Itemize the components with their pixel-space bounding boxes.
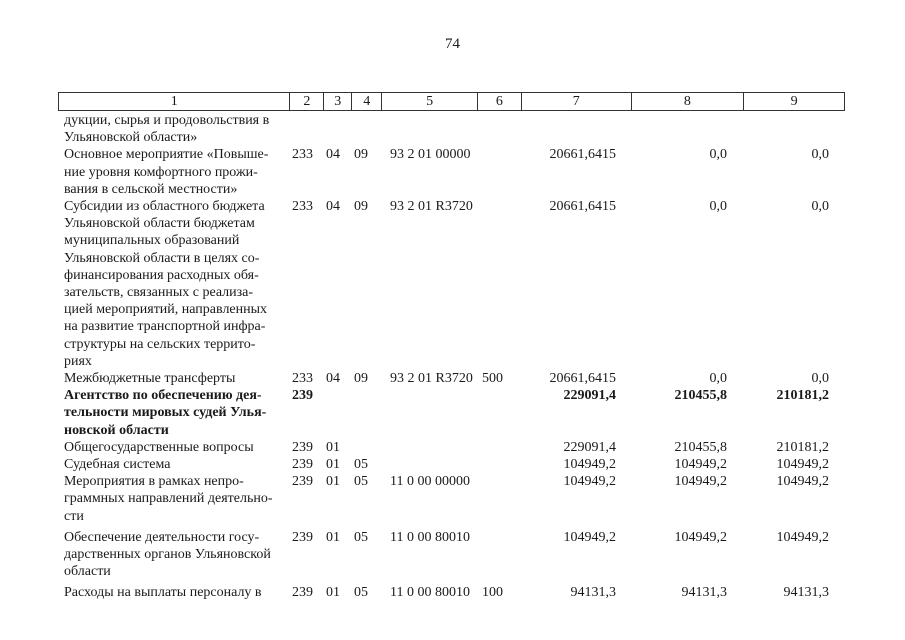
cell-c2: 233 <box>292 371 313 387</box>
cell-c6: 500 <box>482 371 503 387</box>
cell-c4: 05 <box>354 585 368 601</box>
description-line: дарственных органов Ульяновской <box>64 547 271 563</box>
description-line: структуры на сельских террито- <box>64 336 256 352</box>
description-line: финансирования расходных обя- <box>64 267 259 283</box>
description-line: области <box>64 564 111 580</box>
description-line: Основное мероприятие «Повыше- <box>64 147 269 163</box>
description-line: муниципальных образований <box>64 233 240 249</box>
cell-c3: 01 <box>326 529 340 545</box>
cell-c5: 93 2 01 R3720 <box>390 371 473 387</box>
header-cell-4: 4 <box>352 93 382 110</box>
cell-c7: 229091,4 <box>563 388 616 404</box>
row-description <box>58 456 290 473</box>
table-row <box>58 112 845 146</box>
cell-c7: 104949,2 <box>563 457 616 473</box>
cell-c5 <box>382 439 478 456</box>
row-description <box>58 146 290 198</box>
description-line: Межбюджетные трансферты <box>64 371 236 387</box>
cell-c9: 0,0 <box>811 371 829 387</box>
cell-c2: 233 <box>292 199 313 215</box>
cell-c4 <box>352 387 382 439</box>
cell-c2: 239 <box>292 474 313 490</box>
header-cell-1: 1 <box>59 93 290 110</box>
cell-c9: 94131,3 <box>783 585 829 601</box>
header-cell-5: 5 <box>382 93 478 110</box>
cell-c9: 104949,2 <box>776 474 829 490</box>
cell-c4: 09 <box>354 147 368 163</box>
cell-c5: 11 0 00 00000 <box>390 474 470 490</box>
table-row <box>58 456 845 473</box>
description-line: Ульяновской области бюджетам <box>64 216 255 232</box>
description-line: Судебная система <box>64 457 171 473</box>
description-line: вания в сельской местности» <box>64 181 238 197</box>
cell-c7 <box>522 112 632 146</box>
table-header <box>58 92 845 111</box>
table-row <box>58 439 845 456</box>
cell-c6 <box>478 529 522 581</box>
cell-c7: 229091,4 <box>563 439 616 455</box>
description-line: Агентство по обеспечению дея- <box>64 388 262 404</box>
cell-c8: 0,0 <box>709 199 727 215</box>
cell-c3: 04 <box>326 199 340 215</box>
table-body <box>58 112 845 602</box>
cell-c4 <box>352 439 382 456</box>
cell-c3: 01 <box>326 474 340 490</box>
cell-c7: 20661,6415 <box>549 147 616 163</box>
cell-c2: 239 <box>292 439 313 455</box>
cell-c4 <box>352 112 382 146</box>
description-line: Субсидии из областного бюджета <box>64 199 265 215</box>
row-description <box>58 112 290 146</box>
header-cell-8: 8 <box>632 93 745 110</box>
cell-c7: 104949,2 <box>563 529 616 545</box>
description-line: цией мероприятий, направленных <box>64 302 268 318</box>
cell-c6 <box>478 387 522 439</box>
cell-c7: 20661,6415 <box>549 371 616 387</box>
table-row <box>58 198 845 370</box>
cell-c8: 104949,2 <box>674 457 727 473</box>
cell-c9: 210181,2 <box>776 439 829 455</box>
page-number: 74 <box>445 36 460 52</box>
cell-c3 <box>324 112 352 146</box>
table-row <box>58 473 845 525</box>
cell-c8: 0,0 <box>709 371 727 387</box>
cell-c5: 93 2 01 00000 <box>390 147 471 163</box>
cell-c8 <box>632 112 745 146</box>
cell-c2: 239 <box>292 585 313 601</box>
cell-c5 <box>382 387 478 439</box>
description-line: риях <box>64 353 92 369</box>
cell-c9 <box>745 112 845 146</box>
description-line: тельности мировых судей Улья- <box>64 405 267 421</box>
cell-c5: 11 0 00 80010 <box>390 529 470 545</box>
row-description <box>58 370 290 387</box>
header-cell-7: 7 <box>522 93 632 110</box>
cell-c6 <box>478 439 522 456</box>
row-description <box>58 529 290 581</box>
cell-c8: 104949,2 <box>674 474 727 490</box>
cell-c6: 100 <box>482 585 503 601</box>
cell-c3: 01 <box>326 439 340 455</box>
cell-c4: 05 <box>354 474 368 490</box>
table-row <box>58 584 845 601</box>
description-line: сти <box>64 508 84 524</box>
cell-c8: 104949,2 <box>674 529 727 545</box>
cell-c8: 210455,8 <box>674 439 727 455</box>
cell-c6 <box>478 473 522 525</box>
description-line: Мероприятия в рамках непро- <box>64 474 244 490</box>
cell-c2: 239 <box>292 529 313 545</box>
description-line: граммных направлений деятельно- <box>64 491 273 507</box>
cell-c7: 20661,6415 <box>549 199 616 215</box>
header-cell-6: 6 <box>478 93 522 110</box>
cell-c2: 239 <box>292 457 313 473</box>
cell-c9: 0,0 <box>811 147 829 163</box>
cell-c4: 09 <box>354 371 368 387</box>
cell-c4: 05 <box>354 457 368 473</box>
description-line: Общегосударственные вопросы <box>64 439 254 455</box>
cell-c3 <box>324 387 352 439</box>
cell-c3: 01 <box>326 585 340 601</box>
cell-c2 <box>290 112 324 146</box>
header-cell-9: 9 <box>790 94 798 109</box>
description-line: Расходы на выплаты персоналу в <box>64 585 262 601</box>
cell-c9: 210181,2 <box>776 388 829 404</box>
cell-c9: 0,0 <box>811 199 829 215</box>
cell-c9: 104949,2 <box>776 529 829 545</box>
description-line: Ульяновской области в целях со- <box>64 250 260 266</box>
description-line: Обеспечение деятельности госу- <box>64 529 260 545</box>
row-description <box>58 584 290 601</box>
cell-c7: 94131,3 <box>570 585 616 601</box>
header-cell-2: 2 <box>290 93 324 110</box>
row-description <box>58 198 290 370</box>
row-description <box>58 439 290 456</box>
row-description <box>58 473 290 525</box>
header-cell-3: 3 <box>324 93 352 110</box>
cell-c6 <box>478 112 522 146</box>
cell-c5 <box>382 112 478 146</box>
description-line: Ульяновской области» <box>64 130 198 146</box>
cell-c6 <box>478 198 522 370</box>
cell-c2: 239 <box>292 388 313 404</box>
cell-c8: 0,0 <box>709 147 727 163</box>
cell-c5: 11 0 00 80010 <box>390 585 470 601</box>
row-description <box>58 387 290 439</box>
cell-c5: 93 2 01 R3720 <box>390 199 473 215</box>
cell-c2: 233 <box>292 147 313 163</box>
cell-c8: 210455,8 <box>674 388 727 404</box>
description-line: ние уровня комфортного прожи- <box>64 164 258 180</box>
description-line: зательств, связанных с реализа- <box>64 285 254 301</box>
cell-c6 <box>478 146 522 198</box>
cell-c5 <box>382 456 478 473</box>
table-row <box>58 370 845 387</box>
table-row <box>58 529 845 581</box>
description-line: на развитие транспортной инфра- <box>64 319 266 335</box>
cell-c7: 104949,2 <box>563 474 616 490</box>
table-row <box>58 146 845 198</box>
cell-c3: 04 <box>326 147 340 163</box>
cell-c4: 09 <box>354 199 368 215</box>
table-row <box>58 387 845 439</box>
cell-c6 <box>478 456 522 473</box>
cell-c4: 05 <box>354 529 368 545</box>
cell-c3: 04 <box>326 371 340 387</box>
description-line: дукции, сырья и продовольствия в <box>64 113 270 128</box>
cell-c9: 104949,2 <box>776 457 829 473</box>
cell-c3: 01 <box>326 457 340 473</box>
cell-c8: 94131,3 <box>681 585 727 601</box>
description-line: новской области <box>64 422 169 438</box>
